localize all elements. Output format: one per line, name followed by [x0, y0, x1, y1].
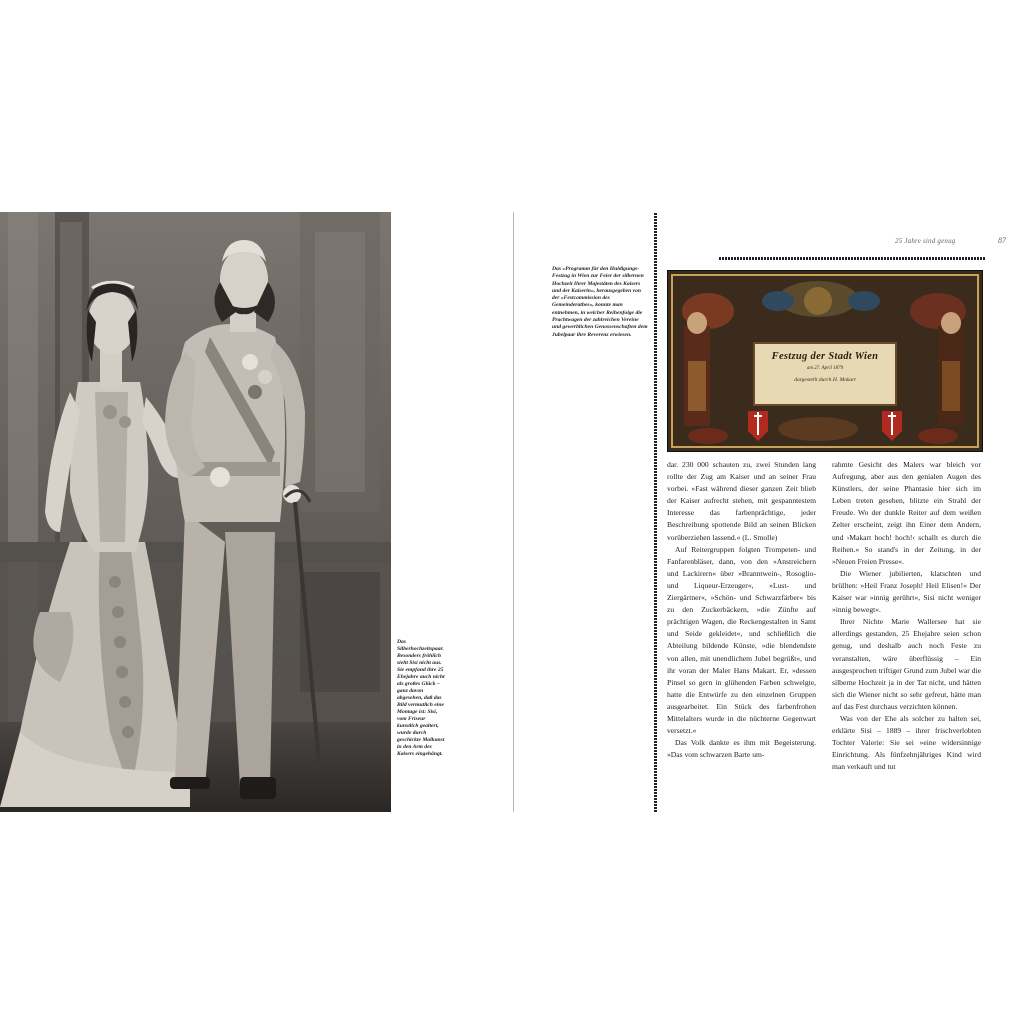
text-column-right: [832, 459, 981, 773]
running-head: 25 Jahre sind genug: [895, 237, 956, 245]
silver-wedding-photograph: [0, 212, 391, 812]
header-dotted-rule: [719, 257, 986, 260]
photo-caption: Das Silberhochzeitspaar. Besonders fröhlich sieht Sisi nicht aus. Sie empfand ihre 25 Ehejahre auch nicht als großes Glück – ganz davon abgesehen, daß das Bild vermutlich eine Montage ist: Sisi, vom Friseur kunstlich gealtert, wurde durch geschickte Malkunst in den Arm des Kaisers eingehängt.: [397, 639, 445, 757]
page-number: 87: [998, 236, 1006, 245]
paragraph: Das Volk dankte es ihm mit Begeisterung. »Das vom schwarzen Barte um-: [667, 738, 816, 760]
program-title: Festzug der Stadt Wien: [771, 351, 879, 362]
paragraph: dar. 230 000 schauten zu, zwei Stunden lang rollte der Zug am Kaiser und an seiner Frau vorbei. »Fast während dieser ganzen Zeit blieb der Kaiser aufrecht stehen, mit gespanntestem Interesse das farbenprächtige, jeder Beschreibung spottende Bild an seinen Blicken vorüberziehen lassend.« (L. Smolle): [667, 460, 816, 542]
text-column-left: [667, 459, 816, 761]
program-caption: Das »Programm für den Huldigungs-Festzug in Wien zur Feier der silbernen Hochzeit Ihrer Majestäten des Kaisers und der Kaiserin«, herausgegeben von der »Festcommission des Gemeinderathes«, konnte man entnehmen, in welcher Reihenfolge die Prachtwagen der zahlreichen Vereine und gewerblichen Genossenschaften dem Jubelpaar ihre Reverenz erwiesen.: [552, 266, 648, 338]
paragraph: Was von der Ehe als solcher zu halten sei, erklärte Sisi – 1889 – ihrer frischverlobten Tochter Valerie: Sie sei »eine widersinnige Einrichtung. Als fünfzehnjähriges Kind wird man verkauft und tut: [832, 713, 981, 772]
paragraph: rahmte Gesicht des Malers war bleich vor Aufregung, aber aus den genialen Augen des Künstlers, der seine Phantasie hier sich im Leben treten gesehen, blitzte ein Strahl der Freude. Wo der dunkle Reiter auf dem weißen Zelter erscheint, zeigt ihn Einer dem Andern, und ›Makart hoch! hoch!‹ schallt es durch die Reihen.« So stand's in der Zeitung, in der »Neuen Freien Presse«.: [832, 460, 981, 566]
paragraph: Auf Reitergruppen folgten Trompeten- und Fanfarenbläser, dann, von den »Anstreichern und Lackirern« über »Branntwein-, Rosoglio- und Liqueur-Erzeuger«, »Lust- und Ziergärtner«, »Schön- und Schwarzfärber« bis zu den Zuckerbäckern, »die Zünfte auf prächtigen Wagen, die Reckengestalten in Samt und Seide gekleidet«, und schließlich die Abteilung bildende Künste, »die blendendste von allen, mit unendlichem Jubel begrüßt«, und ihr voran der Maler Hans Makart. Er, »dessen Pinsel so gern in glühenden Farben schwelgte, hatte die Entwürfe zu den einzelnen Gruppen ausgearbeitet. Ein Stück des farbenfrohen Mittelalters wurde in die nüchterne Gegenwart versetzt.«: [667, 544, 816, 736]
paragraph: Ihrer Nichte Marie Wallersee hat sie allerdings gestanden, 25 Ehejahre seien schon genug, und deshalb auch noch Feste zu veranstalten, wäre überflüssig – Ein ausgesprochen triftiger Grund zum Jubel war die silberne Hochzeit ja in der Tat nicht, und hätten sich die Wiener nicht so sehr gefreut, hätte man auf das Fest durchaus verzichten können.: [832, 617, 981, 711]
gutter-line: [513, 212, 514, 812]
program-date: am 27. April 1879: [806, 366, 844, 371]
vertical-dotted-rule: [654, 213, 657, 813]
program-author: dargestellt durch H. Makart: [794, 377, 856, 383]
paragraph: Die Wiener jubilierten, klatschten und brüllten: »Heil Franz Joseph! Heil Elisen!« Der Kaiser war »innig gerührt«, Sisi nicht weniger »innig bewegt«.: [832, 568, 981, 615]
